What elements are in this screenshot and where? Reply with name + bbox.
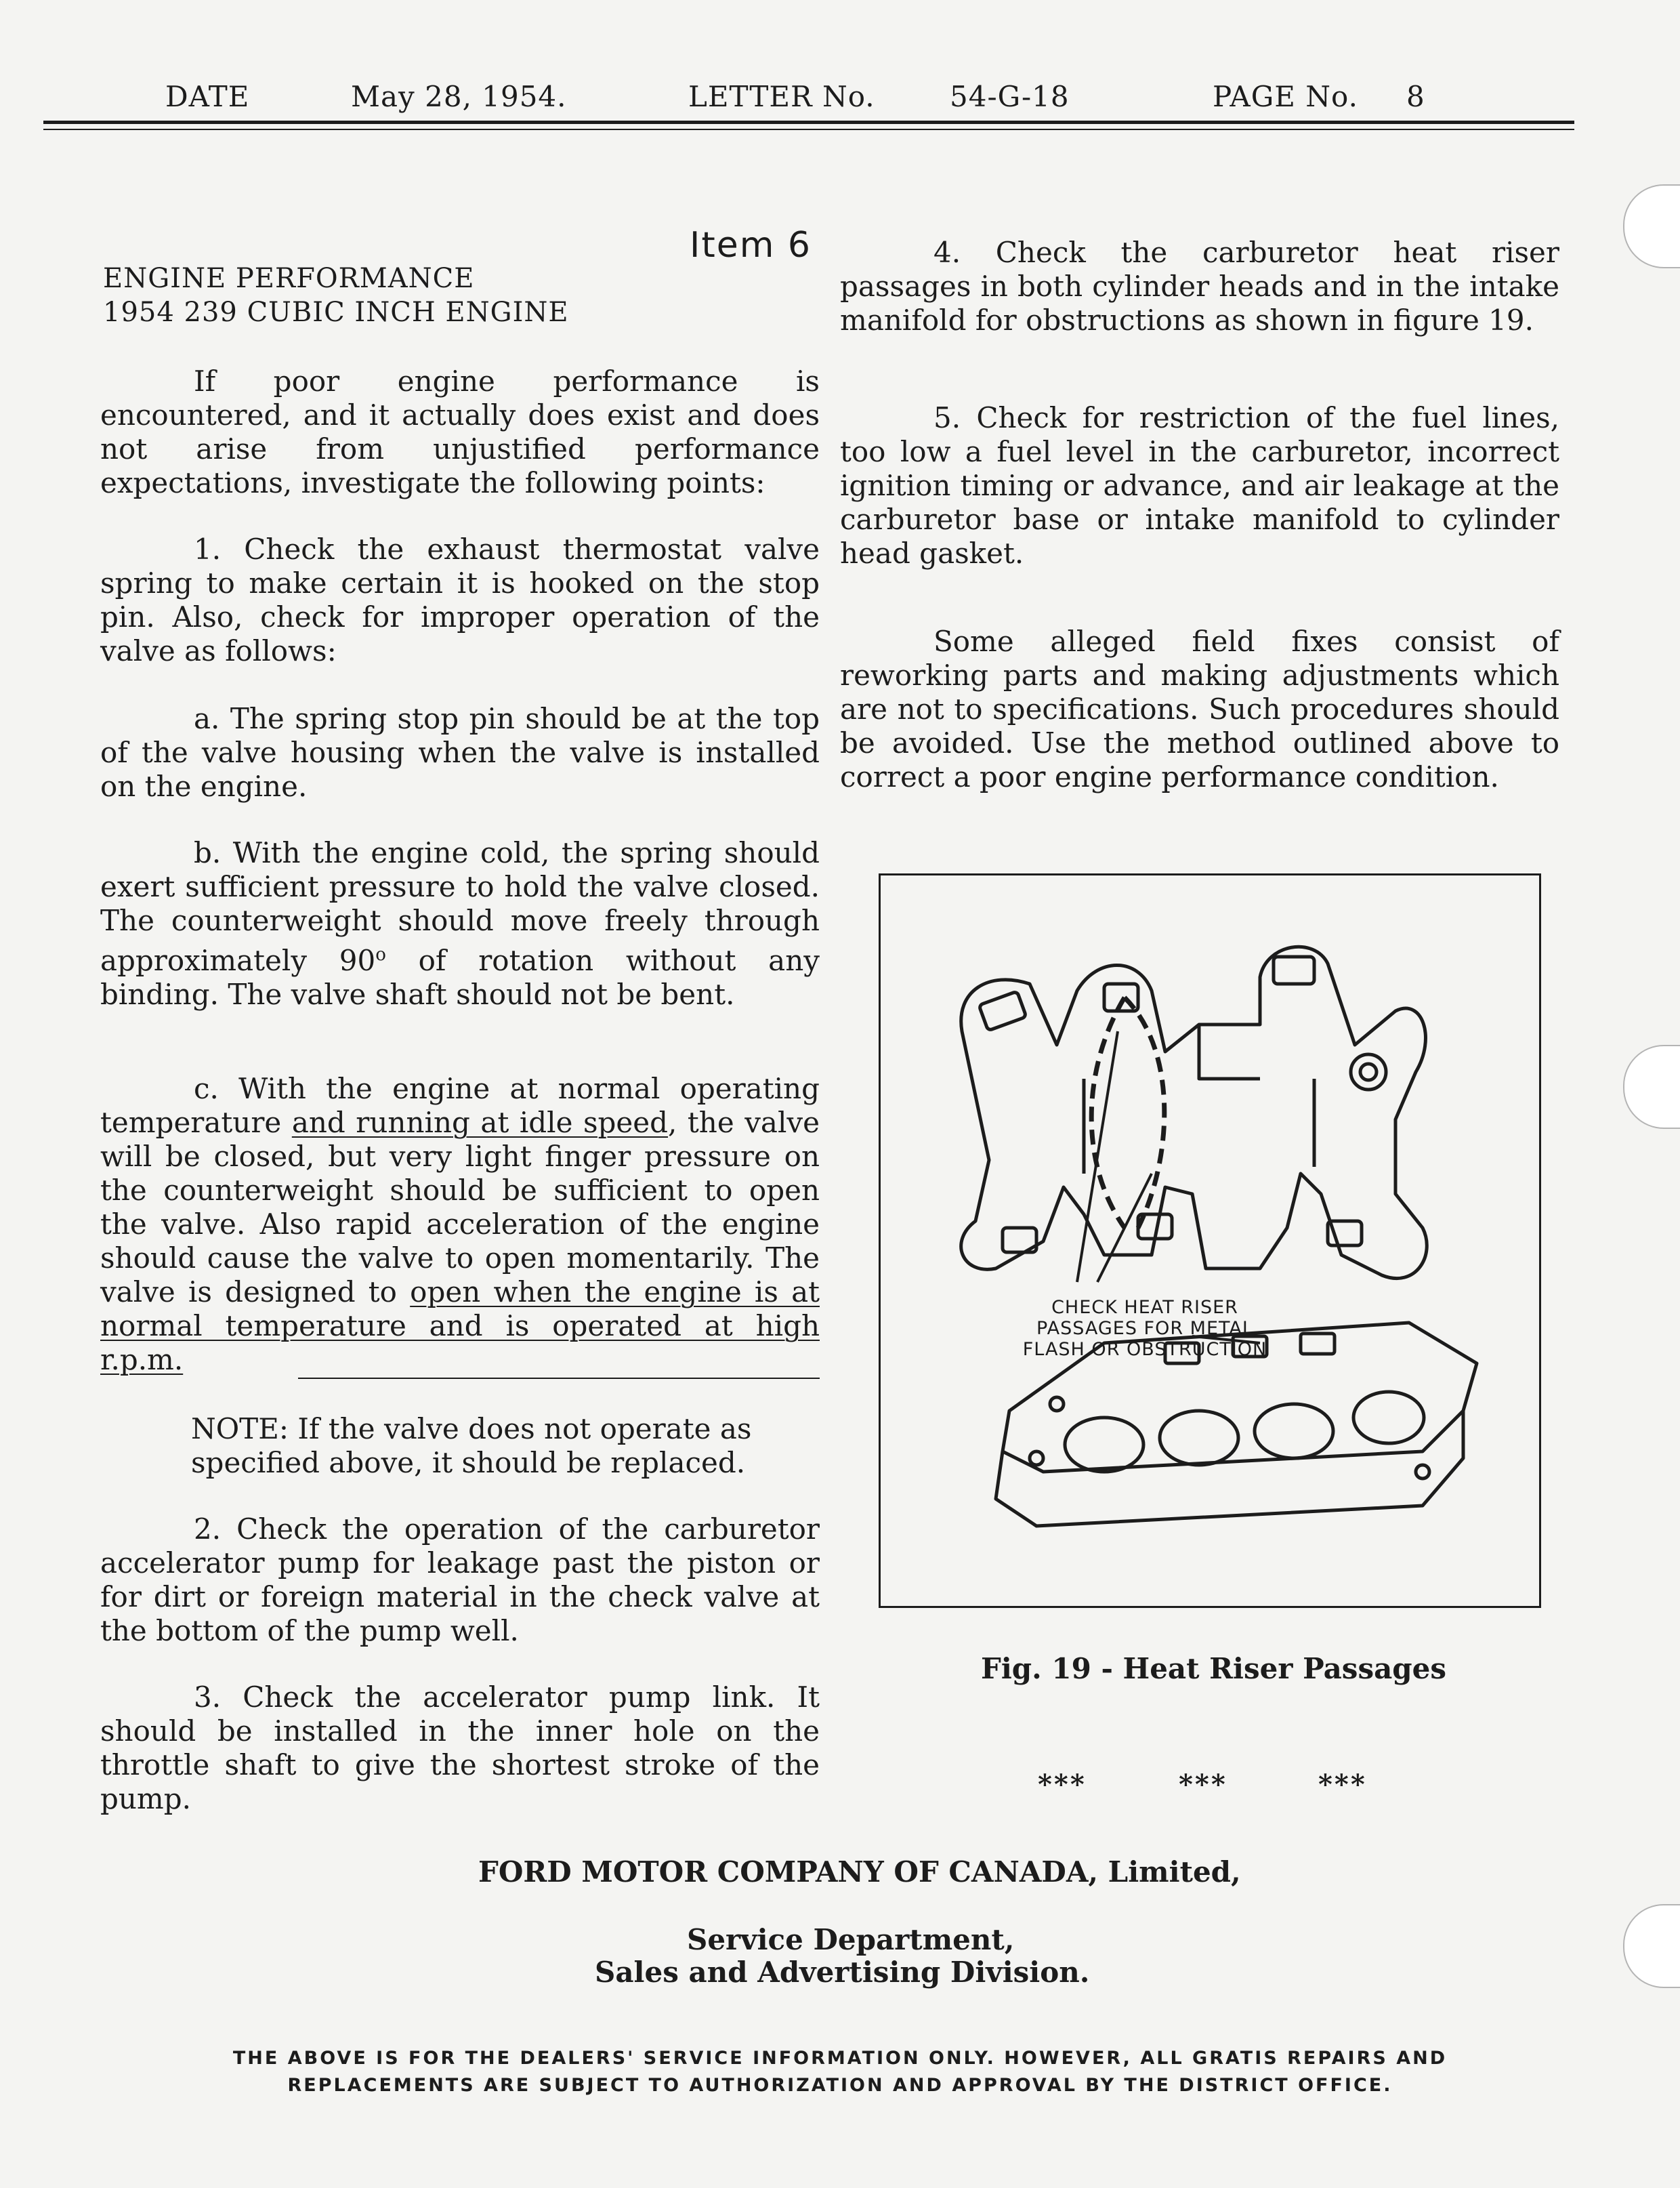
header-rule bbox=[43, 121, 1574, 124]
note-line-1: NOTE: If the valve does not operate as bbox=[191, 1412, 752, 1445]
right-column-item4 bbox=[840, 236, 1559, 337]
item-c-text-2: , the valve will be closed, but very light finger pressure on the counterweight should be sufficient to open the valve. Also rapid acceleration of the engine should cause the valve to open momentarily. The valve is designed to bbox=[100, 1106, 820, 1308]
binder-hole-middle bbox=[1623, 1045, 1680, 1129]
item-b-text-2: of rotation without any binding. The valve shaft should not be bent. bbox=[100, 944, 820, 1011]
section-subheading: 1954 239 CUBIC INCH ENGINE bbox=[103, 297, 569, 328]
item-b-paragraph bbox=[100, 836, 820, 1012]
manifold-illustration bbox=[881, 875, 1539, 1606]
item-5-paragraph: 5. Check for restriction of the fuel lines, too low a fuel level in the carburetor, incorrect ignition timing or advance, and air leakage at the carburetor base or intake manifold to cylinder head gasket. bbox=[840, 401, 1559, 570]
summary-paragraph: Some alleged field fixes consist of reworking parts and making adjustments which are not to specifications. Such procedures should be avoided. Use the method outlined above to correct a poor engine performance condition. bbox=[840, 625, 1559, 793]
department-name: Service Department, bbox=[687, 1923, 1015, 1956]
left-column-item-c bbox=[100, 1072, 820, 1377]
page-value: 8 bbox=[1406, 80, 1425, 113]
right-column-item5 bbox=[840, 401, 1559, 571]
left-column-item-b bbox=[100, 836, 820, 1012]
degree-superscript: o bbox=[375, 945, 386, 965]
left-column-item3 bbox=[100, 1680, 820, 1816]
division-name: Sales and Advertising Division. bbox=[595, 1956, 1090, 1989]
item-c-paragraph bbox=[100, 1072, 820, 1377]
date-label: DATE bbox=[165, 80, 250, 113]
item-3-paragraph: 3. Check the accelerator pump link. It should be installed in the inner hole on the throttle shaft to give the shortest stroke of the pump. bbox=[100, 1680, 820, 1815]
company-name: FORD MOTOR COMPANY OF CANADA, Limited, bbox=[478, 1855, 1241, 1888]
figure-label-line-3: FLASH OR OBSTRUCTION bbox=[1022, 1339, 1267, 1360]
binder-hole-bottom bbox=[1623, 1904, 1680, 1988]
date-value: May 28, 1954. bbox=[351, 80, 567, 113]
page-label: PAGE No. bbox=[1213, 80, 1358, 113]
item-c-underline-1: and running at idle speed bbox=[291, 1106, 669, 1139]
separator-stars-2: *** bbox=[1179, 1769, 1227, 1800]
left-column-item-a bbox=[100, 702, 820, 804]
figure-label bbox=[989, 1297, 1301, 1360]
item-a-paragraph: a. The spring stop pin should be at the top of the valve housing when the valve is installed on the engine. bbox=[100, 702, 820, 803]
item-c-text-1: c. With the engine at normal operating temperature bbox=[100, 1072, 820, 1139]
item-b-text-1: b. With the engine cold, the spring should exert sufficient pressure to hold the valve closed. The counterweight should move freely through approximately 90 bbox=[100, 836, 820, 977]
item-2-paragraph: 2. Check the operation of the carburetor accelerator pump for leakage past the piston or for dirt or foreign material in the check valve at the bottom of the pump well. bbox=[100, 1512, 820, 1647]
header-rule-thin bbox=[43, 129, 1574, 130]
binder-hole-top bbox=[1623, 184, 1680, 268]
left-column-intro bbox=[100, 365, 820, 500]
item-c-underline-2: open when the engine is at normal temperature and is operated at high r.p.m. bbox=[100, 1275, 820, 1376]
figure-caption: Fig. 19 - Heat Riser Passages bbox=[981, 1652, 1447, 1685]
separator-stars-3: *** bbox=[1318, 1769, 1367, 1800]
item-title: Item 6 bbox=[690, 225, 812, 266]
note-block bbox=[191, 1412, 820, 1480]
underline-rule bbox=[298, 1378, 820, 1379]
intro-paragraph: If poor engine performance is encountered, and it actually does exist and does not arise from unjustified performance expectations, investigate the following points: bbox=[100, 365, 820, 499]
figure-label-line-1: CHECK HEAT RISER bbox=[1051, 1297, 1238, 1318]
item-4-paragraph: 4. Check the carburetor heat riser passages in both cylinder heads and in the intake manifold for obstructions as shown in figure 19. bbox=[840, 236, 1559, 337]
separator-stars-1: *** bbox=[1038, 1769, 1087, 1800]
section-heading: ENGINE PERFORMANCE bbox=[103, 263, 475, 294]
letter-value: 54-G-18 bbox=[950, 80, 1070, 113]
footer-line-2: REPLACEMENTS ARE SUBJECT TO AUTHORIZATION AND APPROVAL BY THE DISTRICT OFFICE. bbox=[287, 2075, 1393, 2096]
figure-label-line-2: PASSAGES FOR METAL bbox=[1036, 1318, 1253, 1339]
footer-line-1: THE ABOVE IS FOR THE DEALERS' SERVICE INFORMATION ONLY. HOWEVER, ALL GRATIS REPAIRS AND bbox=[232, 2048, 1448, 2069]
right-column-summary bbox=[840, 625, 1559, 794]
item-1-paragraph: 1. Check the exhaust thermostat valve spring to make certain it is hooked on the stop pin. Also, check for improper operation of the valve as follows: bbox=[100, 533, 820, 667]
left-column-item2 bbox=[100, 1512, 820, 1648]
figure-heat-riser bbox=[879, 873, 1541, 1608]
left-column-item1 bbox=[100, 533, 820, 668]
note-line-2: specified above, it should be replaced. bbox=[191, 1446, 746, 1479]
letter-label: LETTER No. bbox=[688, 80, 875, 113]
